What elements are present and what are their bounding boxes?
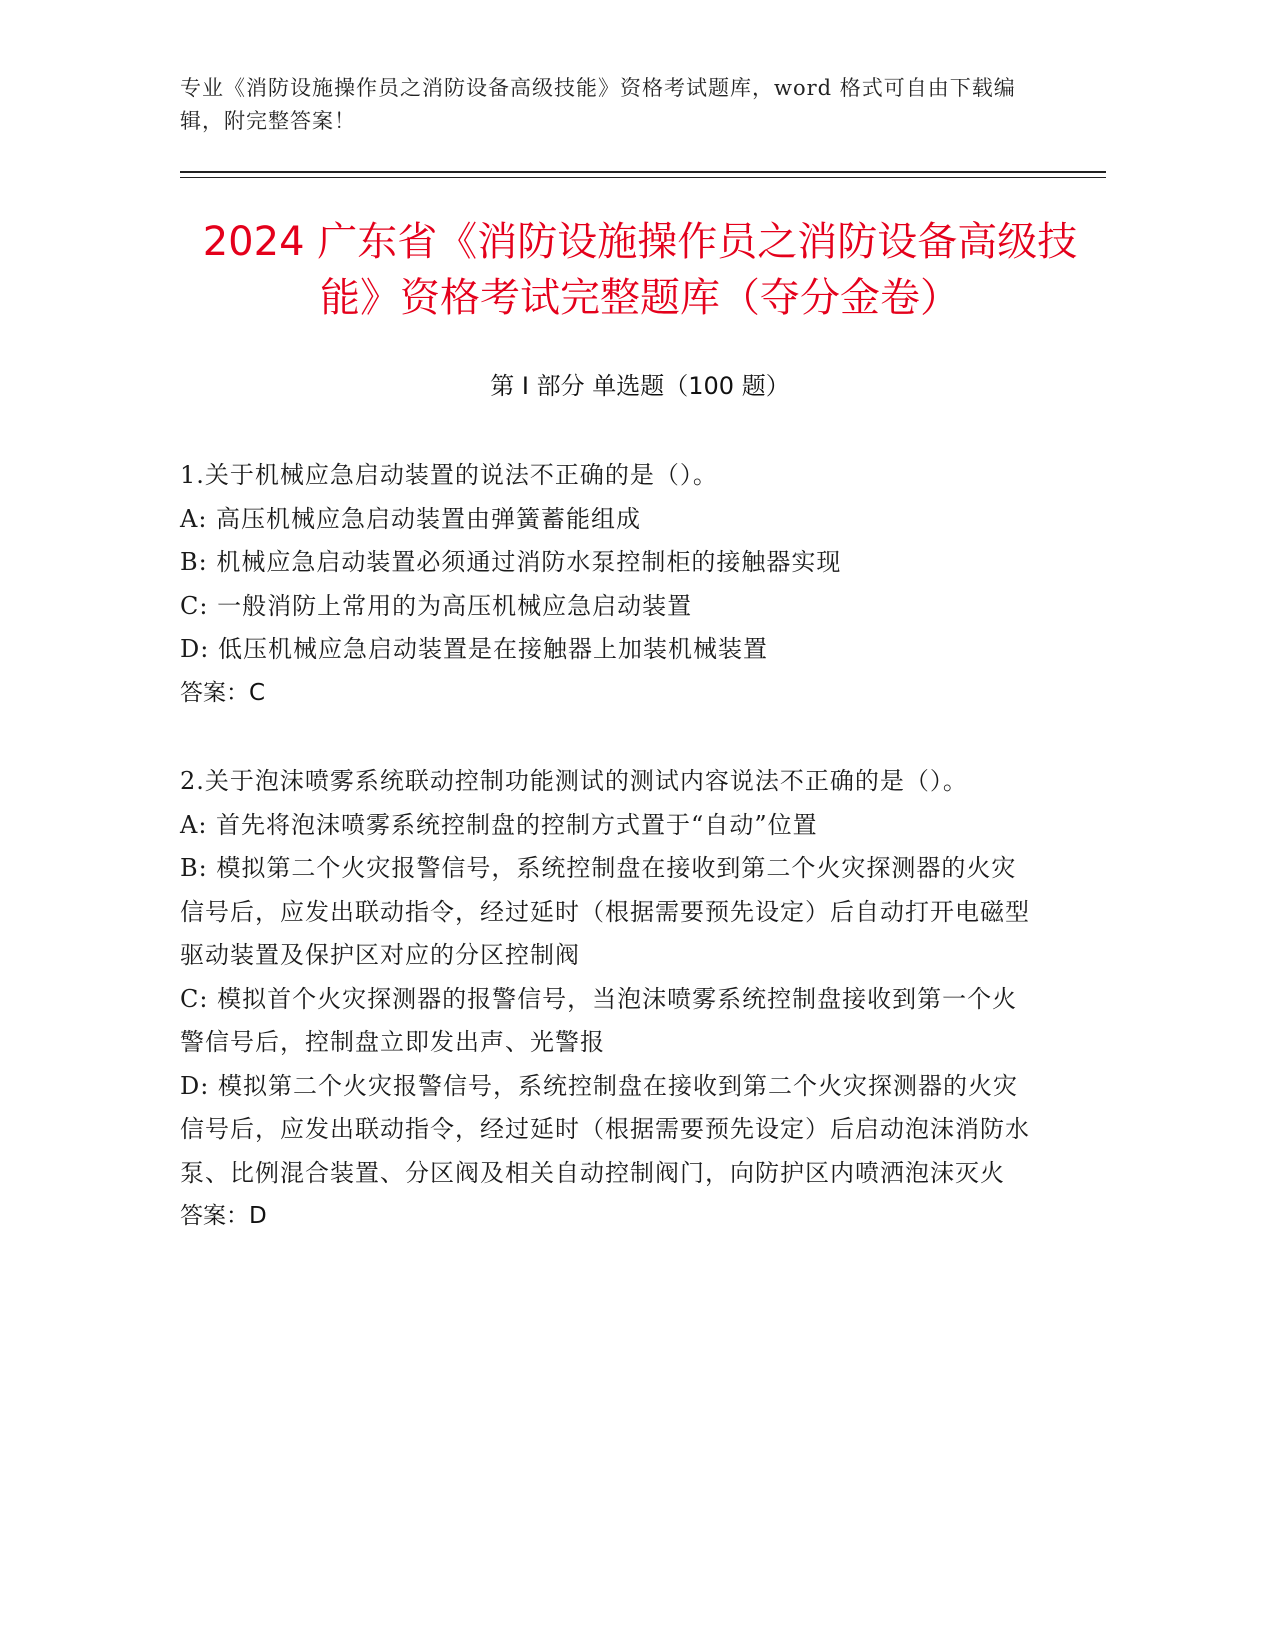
answer: 答案：D — [180, 1203, 267, 1229]
header-note: 专业《消防设施操作员之消防设备高级技能》资格考试题库，word 格式可自由下载编辑，附完整答案！ — [180, 76, 1016, 133]
option-a: A: 首先将泡沫喷雾系统控制盘的控制方式置于“自动”位置 — [180, 810, 818, 839]
option-d: D: 模拟第二个火灾报警信号，系统控制盘在接收到第二个火灾探测器的火灾信号后，应发出联动指令，经过延时（根据需要预先设定）后启动泡沫消防水泵、比例混合装置、分区阀及相关自动控制阀门，向防护区内喷洒泡沫灭火 — [180, 1071, 1030, 1187]
option-c: C: 一般消防上常用的为高压机械应急启动装置 — [180, 591, 693, 620]
header-rule-thick — [180, 171, 1106, 173]
answer: 答案：C — [180, 679, 266, 706]
option-b: B: 机械应急启动装置必须通过消防水泵控制柜的接触器实现 — [180, 548, 842, 576]
option-c: C: 模拟首个火灾探测器的报警信号，当泡沫喷雾系统控制盘接收到第一个火警信号后，控制盘立即发出声、光警报 — [180, 984, 1018, 1056]
question-1 — [180, 454, 1030, 715]
document-title: 2024 广东省《消防设施操作员之消防设备高级技能》资格考试完整题库（夺分金卷） — [202, 219, 1078, 321]
question-stem: 1.关于机械应急启动装置的说法不正确的是（）。 — [180, 461, 718, 489]
option-a: A: 高压机械应急启动装置由弹簧蓄能组成 — [180, 504, 642, 533]
question-stem: 2.关于泡沫喷雾系统联动控制功能测试的测试内容说法不正确的是（）。 — [180, 767, 968, 795]
header-rule-thin — [180, 177, 1106, 178]
question-2 — [180, 760, 1030, 1239]
section-heading: 第 I 部分 单选题（100 题） — [490, 372, 790, 400]
option-b: B: 模拟第二个火灾报警信号，系统控制盘在接收到第二个火灾探测器的火灾信号后，应发出联动指令，经过延时（根据需要预先设定）后自动打开电磁型驱动装置及保护区对应的分区控制阀 — [180, 854, 1030, 969]
option-d: D: 低压机械应急启动装置是在接触器上加装机械装置 — [180, 635, 768, 663]
